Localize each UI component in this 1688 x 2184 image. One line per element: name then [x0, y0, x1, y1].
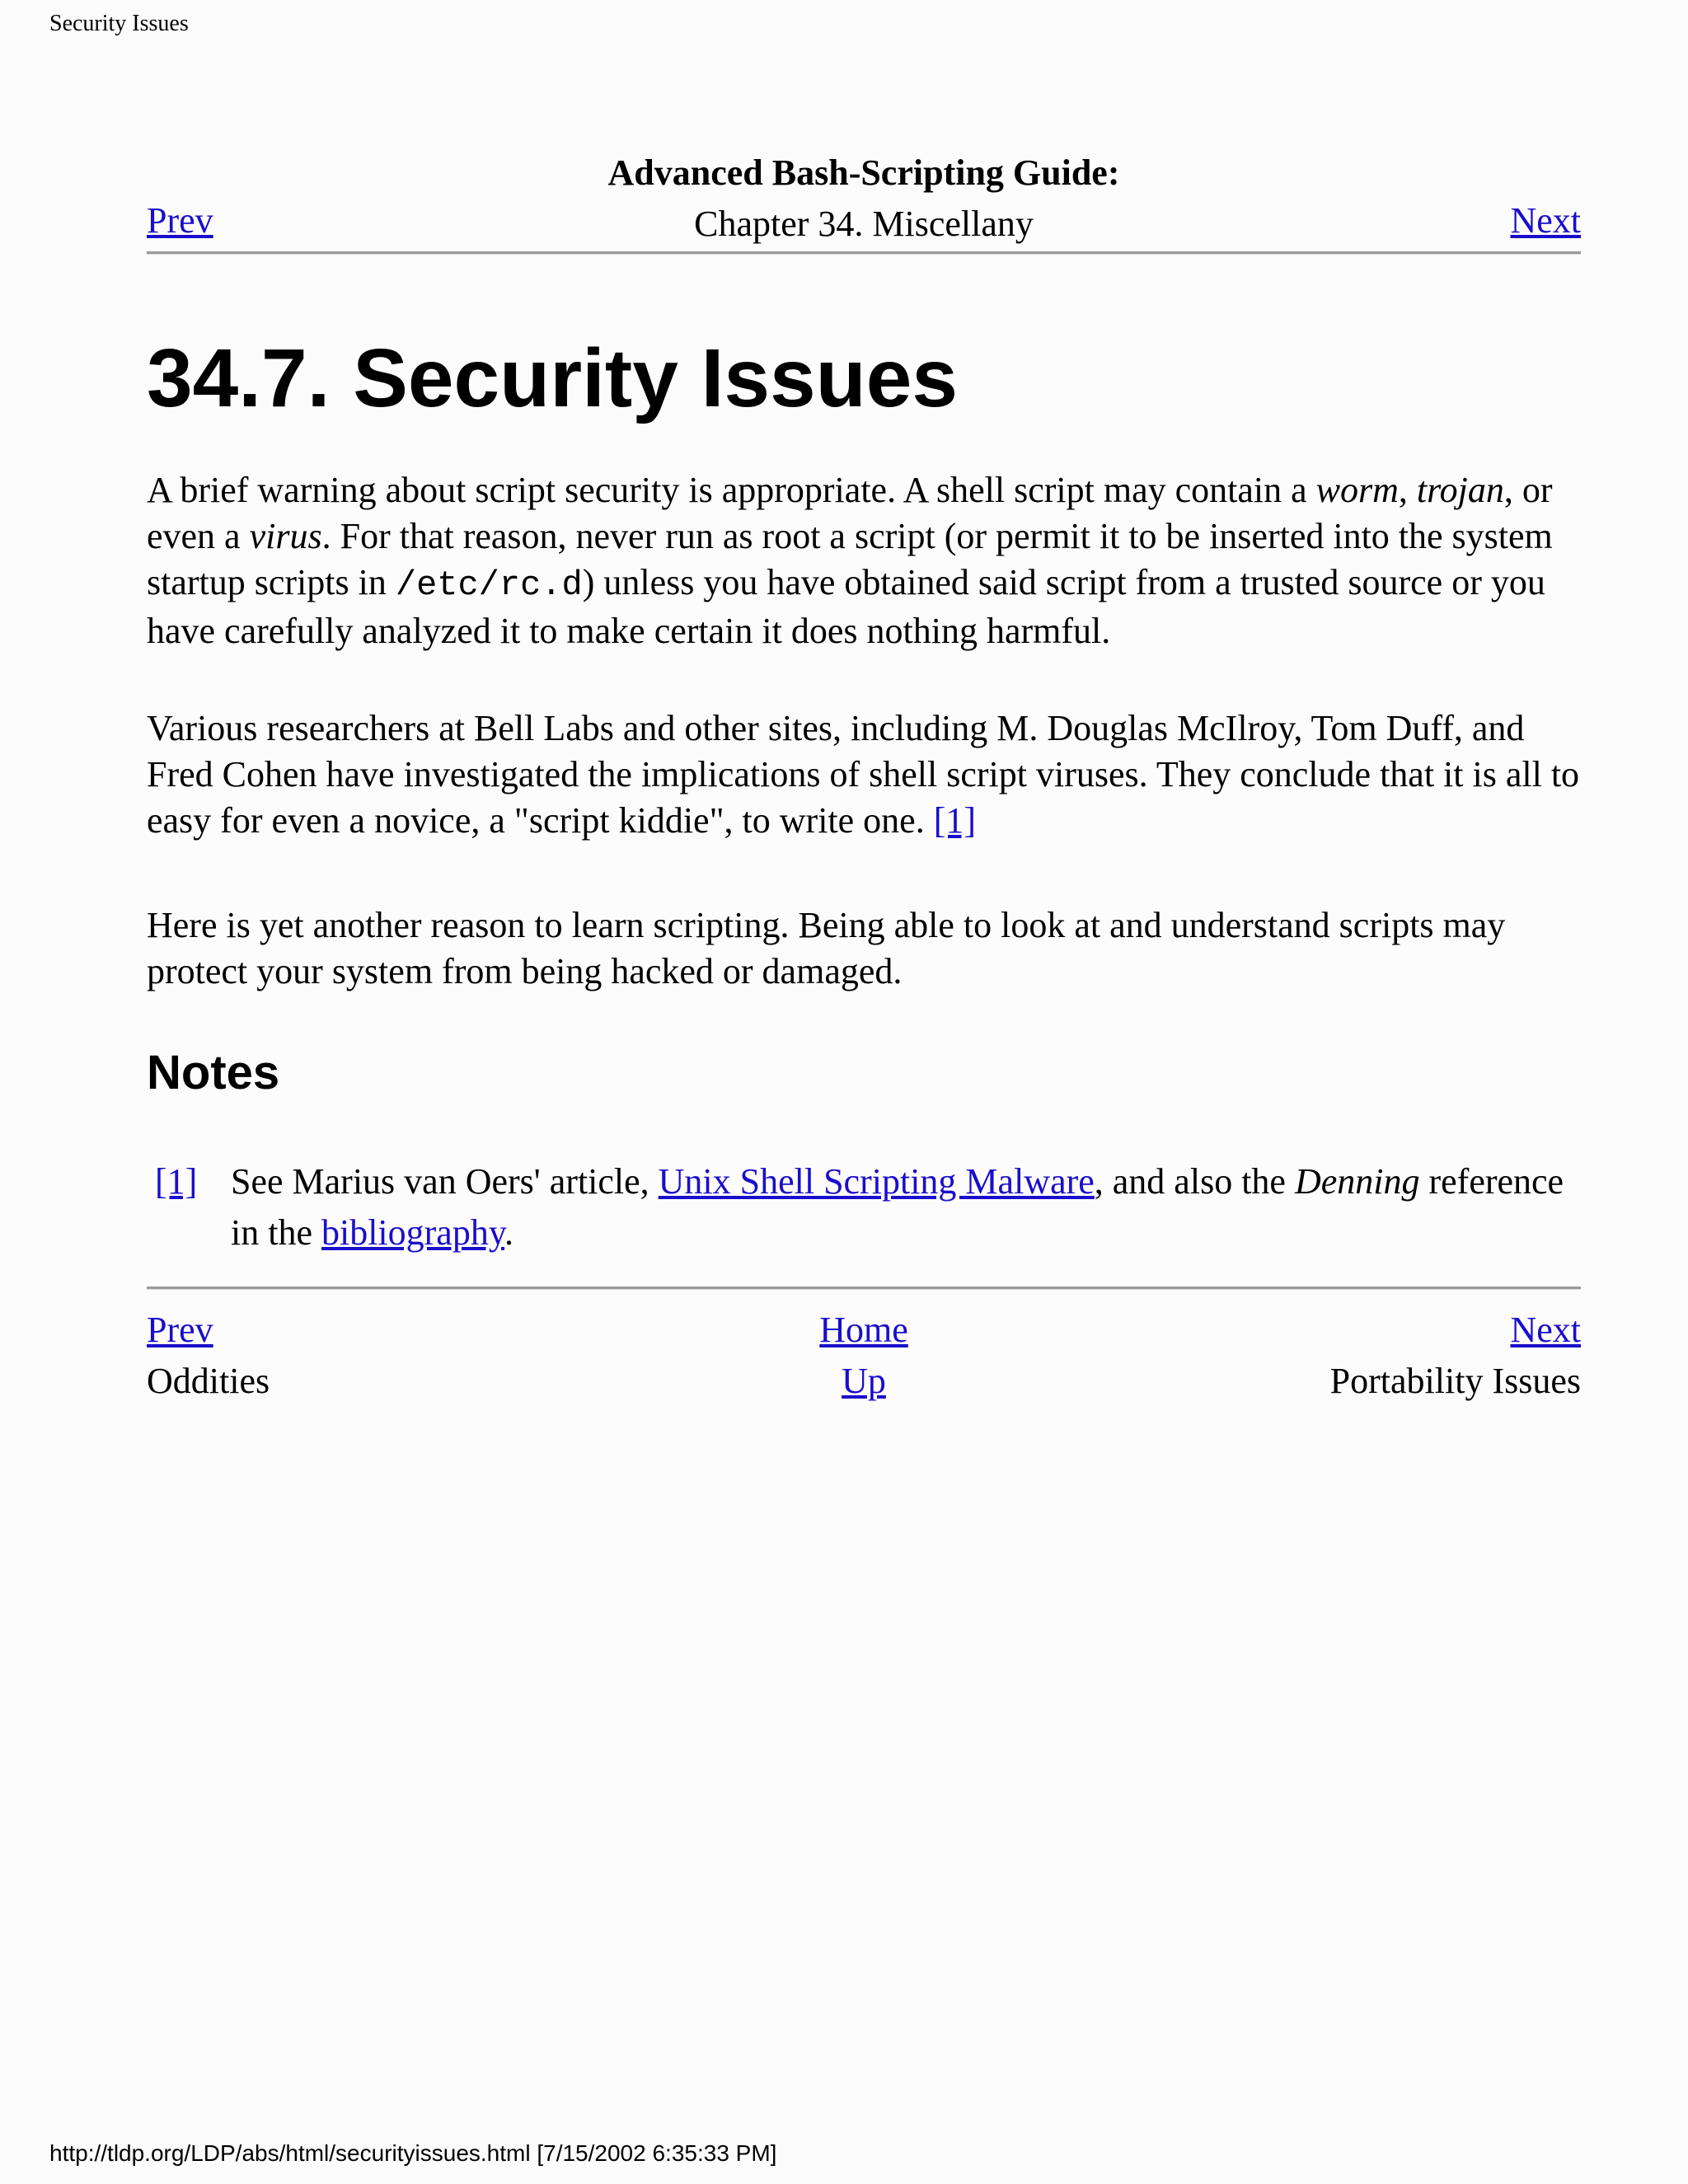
next-link-top[interactable]: Next — [1510, 200, 1581, 241]
paragraph-security-warning — [147, 467, 1581, 654]
paragraph-researchers — [147, 705, 1581, 844]
top-divider — [147, 251, 1581, 255]
paragraph-text: . For that reason, never run as root a script (or permit it to be inserted into the system startup scripts in — [147, 516, 1553, 602]
paragraph-reason: Here is yet another reason to learn scripting. Being able to look at and understand scripts may protect your system from being hacked or damaged. — [147, 905, 1506, 991]
section-title: 34.7. Security Issues — [147, 332, 958, 424]
footnote-text-part: reference in the — [231, 1161, 1564, 1253]
top-navigation — [147, 148, 1581, 251]
footnote-text — [231, 1156, 1581, 1258]
emphasis-denning: Denning — [1294, 1161, 1420, 1202]
chapter-title: Chapter 34. Miscellany — [694, 204, 1034, 244]
home-link[interactable]: Home — [819, 1310, 908, 1350]
next-link-bottom[interactable]: Next — [1510, 1310, 1581, 1350]
malware-article-link[interactable]: Unix Shell Scripting Malware — [658, 1161, 1095, 1202]
print-footer-url: http://tldp.org/LDP/abs/html/securityissues.html [7/15/2002 6:35:33 PM] — [49, 2140, 777, 2166]
paragraph-text: A brief warning about script security is appropriate. A shell script may contain a — [147, 470, 1316, 510]
paragraph-text: Various researchers at Bell Labs and other sites, including M. Douglas McIlroy, Tom Duff, and Fred Cohen have investigated the implications of shell script viruses. They conclude that it is all to easy for even a novice, a "script kiddie", to write one. — [147, 708, 1580, 841]
emphasis-trojan: trojan — [1416, 470, 1504, 510]
bibliography-link[interactable]: bibliography — [321, 1212, 504, 1253]
footnote-text-part: . — [504, 1212, 513, 1253]
path-code: /etc/rc.d — [395, 565, 583, 605]
prev-page-title: Oddities — [147, 1361, 270, 1401]
footnote-item — [147, 1156, 1581, 1258]
emphasis-virus: virus — [249, 516, 322, 556]
page-content — [147, 148, 1581, 1420]
footnote-mark — [147, 1156, 231, 1258]
prev-link-bottom[interactable]: Prev — [147, 1310, 213, 1350]
guide-title: Advanced Bash-Scripting Guide: — [607, 152, 1120, 193]
footnote-ref-link[interactable]: [1] — [933, 800, 977, 841]
notes-heading: Notes — [147, 1046, 280, 1099]
paragraph-text: , — [1398, 470, 1417, 510]
print-header: Security Issues — [49, 11, 189, 36]
emphasis-worm: worm — [1315, 470, 1399, 510]
bottom-divider — [147, 1286, 1581, 1290]
up-link[interactable]: Up — [842, 1361, 886, 1401]
paragraph-text: , or even a — [147, 470, 1553, 556]
footnote-text-part: , and also the — [1094, 1161, 1295, 1202]
bottom-navigation — [147, 1305, 1581, 1420]
footnote-text-part: See Marius van Oers' article, — [231, 1161, 659, 1202]
next-page-title: Portability Issues — [1329, 1361, 1581, 1401]
footnote-mark-link[interactable]: [1] — [155, 1161, 198, 1202]
paragraph-text: ) unless you have obtained said script from a trusted source or you have carefully analyzed it to make certain it does nothing harmful. — [147, 562, 1545, 651]
prev-link-top[interactable]: Prev — [147, 200, 213, 241]
